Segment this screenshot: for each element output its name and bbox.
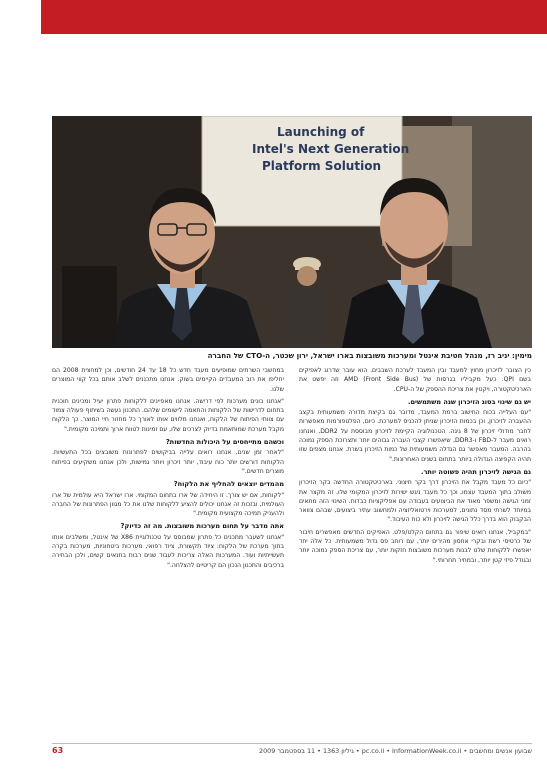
paragraph: "כיום כל מעבד מקבל את הזיכרון דרך בקר חיצוני. בארכיטקטורה החדשה בקר הזיכרון משולב בתוך המעבד עצמו, וכך כל מעבד ניגש ישירות לזיכרון המקומי שלו. זה מקצר את זמני הגישה ומשפר מאוד את הביצועים בעבודה עם אפליקציות כבדות. השינוי הזה מתאים במיוחד לשרתי מסד נתונים, למערכות וירטואליזציה ולמחשוב עתיר ביצועים, שבהם צוואר הבקבוק הוא בדרך כלל הגישה לזיכרון ולא כוח העיבוד." [299,479,531,524]
paragraph: "לאחר זמן שנים, אנחנו רואים עלייה בביקושים לפתרונות משובצים בכל התעשיות. הלקוחות דורשים יותר כוח עיבוד, יותר זיכרון ויותר גמישות, ולכן אנחנו משקיעים בפיתוח מוצרים חדשים." [52,449,284,475]
paragraph: "במקביל, אנחנו רואים שיפור גם בתחום הקלט/פלט. האפיקים החדשים מאפשרים חיבור של כרטיסי רשת ובקרי אחסון מהירים יותר, עם רוחב פס גדול משמעותית. כל אלה יחד יאפשרו ללקוחות שלנו לבנות מערכות משובצות חזקות יותר, עם צריכת הספק נמוכה יותר ובגודל פיזי קטן יותר, ובמחיר תחרותי." [299,528,531,564]
paragraph: "אנחנו לשעבר מתכנים כל פתרון שמבוסס על טכנולוגיית X86 של אינטל, ומשלבים אותו בתוך מערכת של הלקוח: ציוד תקשורת, ציוד רפואי, מערכות ביטחוניות, מערכות בקרה תעשייתיות ועוד. המערכות האלה צריכות לעבוד שנים רבות בתנאים קשים, ולכן הבחירה ברכיבים והתכנון הנכון הם קריטיים להצלחה." [52,533,284,569]
paragraph: במחשבי השרתים שמופיעים מעבד חדש כל 18 עד 24 חודשים, וכן למחצית 2008 הם יחליפו את רוב המעבדים הקיימים בשוק. אנחנו מתכננים לשלב אותם בכל קווי המוצרים שלנו. [52,367,284,393]
page-footer [52,743,532,758]
paragraph: "אנחנו בונים מערכות לפי דרישה. אנחנו מאפיינים ללקוחות פתרון יעיל ומכינים תוכנית בתחום לדרישות של הלקוחות והתאמה לישומים שלהם. התכנון נעשה בשיתוף פעולה צמוד עם צוותי הפיתוח של הלקוח, ואנחנו מלווים אותו לאורך כל מחזור חיי המוצר. כך הלקוח מקבל מערכת שמותאמת בדיוק לצרכים שלו, עם זמינות לטווח ארוך ותמיכה מקומית." [52,397,284,433]
header-bar [41,0,547,34]
page-number: 63 [52,746,64,755]
photo-illustration [52,116,532,348]
banner-line-3: Platform Solution [262,159,381,173]
question-heading: מהמדים יוצאים להחליף את הלקוח? [173,480,284,489]
footer-text: שבועון אנשים ומחשבים • pc.co.il • InformationWeek.co.il • גיליון 1363 • 11 בספטמבר 2009 [259,747,532,755]
question-heading: גם הגישה לזיכרון תהיה פשוטה יותר. [420,467,531,476]
article-column-right [299,366,531,746]
banner-line-1: Launching of [277,125,365,139]
paragraph: "עם העלייה בכוח החישוב ברמת המעבד, מדובר גם בקיצת מדורה משמעותית בקצב ההעברה לזיכרון, וכן בכמות הזיכרון שניתן להכניס למערכת. כיום, הפלטפורמות מאפשרות לחבר מודולי זיכרון של 8 גיגה. הטכנולוגיה הקיימת לזיכרון מבוססת על DDR2, ואנחנו רואים מעבר ל-FBD ו-DDR3, שיאפשרו קצבי העברה גבוהים יותר ותצרוכת הספק נמוכה בהרבה. המעבר מאפשר גם הגדלה משמעותית של כמות הזיכרון בשרת. אנחנו מצפים שזו תהיה הקפיצה הגדולה ביותר בתחום בשנים האחרונות." [299,409,531,463]
question-heading: אתה מדבר על תחום מערכות משובצות. מה זה כדיוק? [120,522,284,531]
banner-line-2: Intel's Next Generation [252,142,410,156]
photo-caption: מימין: יניב רז, מנהל חטיבת אינטל ומערכות משובצות בארו ישראל, ירון שכטר, ה-CTO של החברה [207,351,532,360]
question-heading: יש גם שינוי בסוג הזיכרון שנה משתמשים. [407,397,531,406]
paragraph: כין הצובר לזיכרון מחוץ למעבד ובין המעבד לערכת השבבים. הוא עובר שדרוג לאפיקים בשם QPI. כעל מקביליו בגרסות של AMD (Front Side Bus) וזה יפשט את הארכיטקטורה, ויקטין את צריכת ההספק של ה-CPU. [299,367,531,393]
article-column-left [52,366,284,746]
paragraph: "לקוחות, אם יש צורך. זו היחידה של ארו בתחום המקומי. ארו ישראל היא עולמית של ארו העולמית, ובזכות זה אנחנו יכולים להציע ללקוחות שלנו את כל מגוון הפתרונות של החברה ולהעניק תמיכה מקצועית מקומית." [52,491,284,518]
question-heading: וכשהם מתייחסים על היכולות החדשות? [165,438,284,447]
article-photo [52,116,532,348]
